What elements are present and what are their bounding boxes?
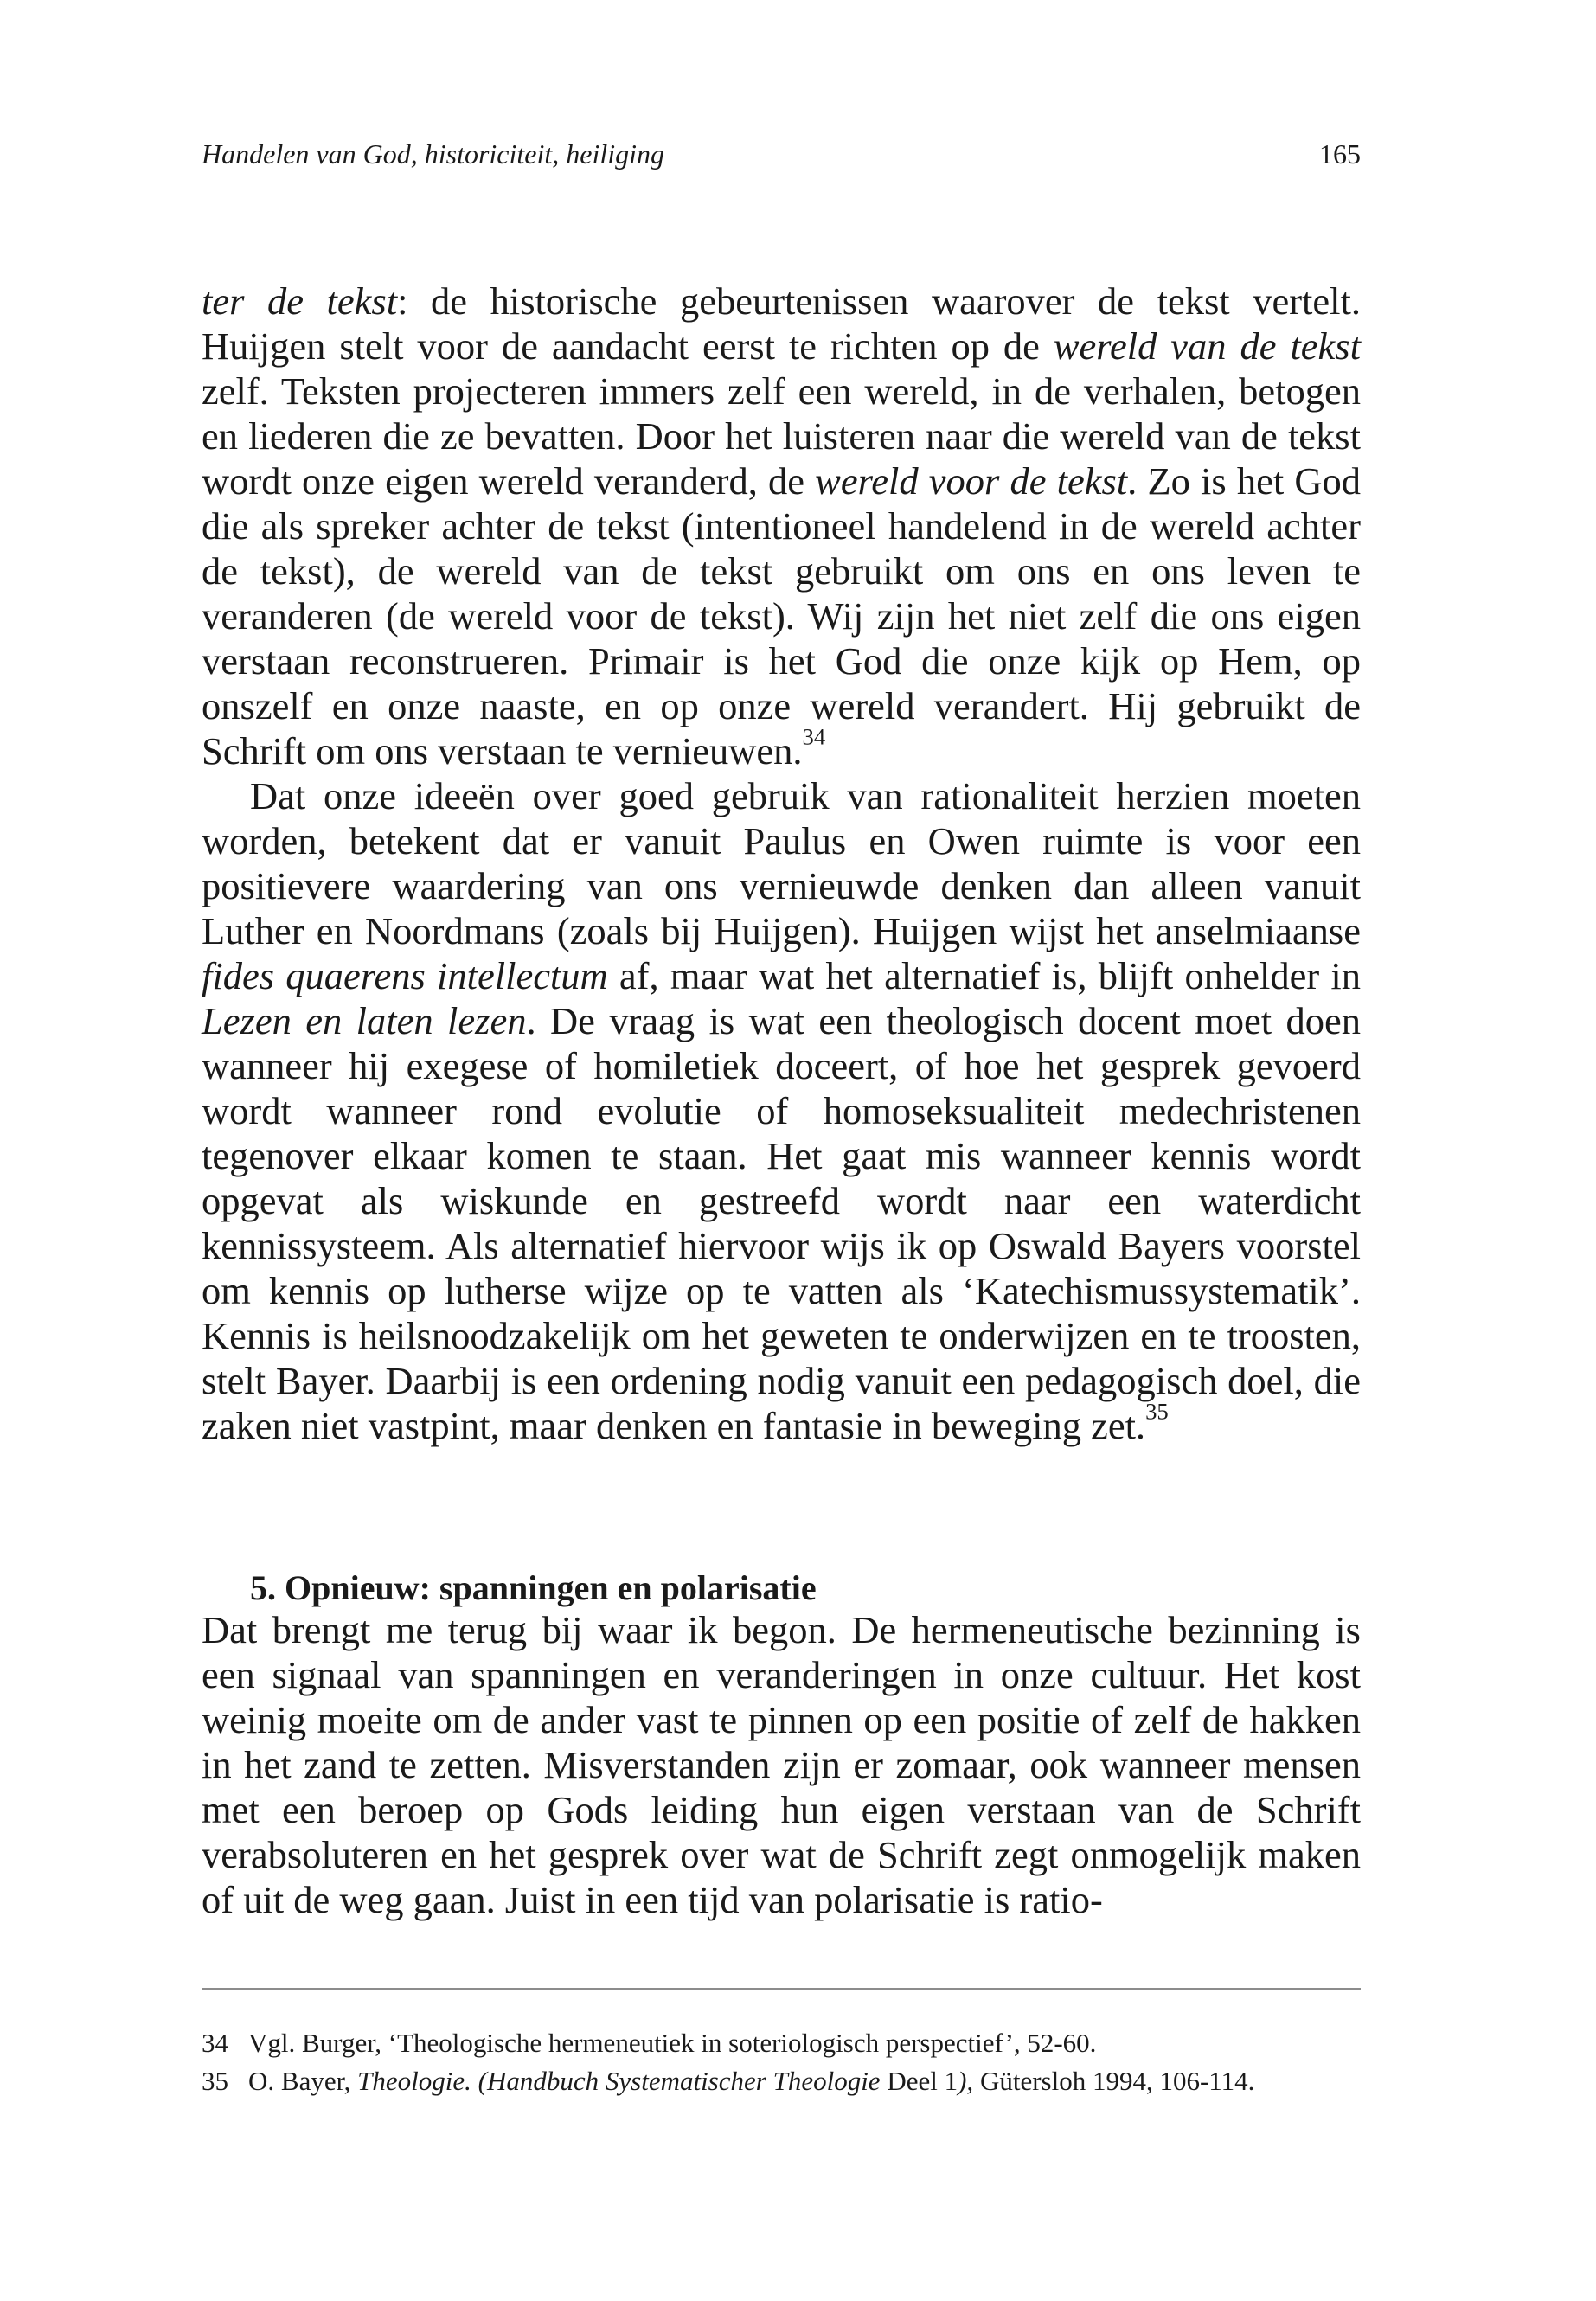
footnote-text: Gütersloh 1994, 106-114. — [973, 2066, 1255, 2096]
footnote-author: O. Bayer, — [248, 2066, 358, 2096]
italic-phrase: ter de tekst — [202, 279, 398, 323]
footnote-35 — [202, 2062, 1361, 2100]
italic-phrase: wereld voor de tekst — [815, 459, 1128, 503]
paragraph-2 — [202, 773, 1361, 1448]
footnote-number: 34 — [202, 2028, 228, 2058]
footnote-text: ), — [958, 2066, 974, 2096]
text-run: . Zo is het God die als spreker achter de tekst (intentioneel handelend in de wereld achter de tekst), de wereld van de tekst gebruikt om ons en ons leven te veranderen (de wereld voor de tekst). Wij zijn het niet zelf die ons eigen verstaan reconstrueren. Primair is het God die onze kijk op Hem, op onszelf en onze naaste, en op onze wereld verandert. Hij gebruikt de Schrift om ons verstaan te vernieuwen. — [202, 459, 1361, 772]
running-head-title: Handelen van God, historiciteit, heiliging — [202, 138, 665, 170]
footnote-34 — [202, 2024, 1361, 2062]
body-text-bottom — [202, 1607, 1361, 1922]
italic-phrase: Lezen en laten lezen — [202, 999, 527, 1042]
italic-phrase: wereld van de tekst — [1053, 324, 1361, 368]
italic-phrase: fides quaerens intellectum — [202, 954, 608, 997]
body-text-top — [202, 279, 1361, 1448]
footnote-title: Theologie. (Handbuch Systematischer Theologie — [357, 2066, 881, 2096]
text-run: . De vraag is wat een theologisch docent moet doen wanneer hij exegese of homiletiek doceert, of hoe het gesprek gevoerd wordt wanneer rond evolutie of homoseksualiteit medechristenen tegenover elkaar komen te staan. Het gaat mis wanneer kennis wordt opgevat als wiskunde en gestreefd wordt naar een waterdicht kennissysteem. Als alternatief hiervoor wijs ik op Oswald Bayers voorstel om kennis op lutherse wijze op te vatten als ‘Katechismussystematik’. Kennis is heilsnoodzakelijk om het geweten te onderwijzen en te troosten, stelt Bayer. Daarbij is een ordening nodig vanuit een pedagogisch doel, die zaken niet vastpint, maar denken en fantasie in beweging zet. — [202, 999, 1361, 1447]
paragraph-3: Dat brengt me terug bij waar ik begon. De hermeneutische bezinning is een signaal van spanningen en veranderingen in onze cultuur. Het kost weinig moeite om de ander vast te pinnen op een positie of zelf de hakken in het zand te zetten. Misverstanden zijn er zomaar, ook wanneer mensen met een beroep op Gods leiding hun eigen verstaan van de Schrift verabsoluteren en het gesprek over wat de Schrift zegt onmogelijk maken of uit de weg gaan. Juist in een tijd van polarisatie is ratio- — [202, 1608, 1361, 1921]
section-heading: 5. Opnieuw: spanningen en polarisatie — [250, 1568, 817, 1607]
footnote-text: Vgl. Burger, ‘Theologische hermeneutiek in soteriologisch perspectief’, 52-60. — [248, 2028, 1097, 2058]
text-run: zelf. Teksten projecteren immers zelf een wereld, in de verhalen, betogen en liederen die ze bevatten. Door het luisteren naar die wereld van de tekst wordt onze eigen wereld veranderd, de — [202, 369, 1361, 503]
footnote-number: 35 — [202, 2066, 228, 2096]
footnote-ref-34[interactable]: 34 — [802, 723, 826, 750]
footnotes — [202, 2024, 1361, 2100]
footnote-text: Deel 1 — [880, 2066, 958, 2096]
footnote-ref-35[interactable]: 35 — [1145, 1398, 1169, 1425]
paragraph-1 — [202, 279, 1361, 773]
footnote-divider — [202, 1988, 1361, 1990]
text-run: : de historische gebeurtenissen waarover de tekst vertelt. Huijgen stelt voor de aandacht eerst te richten op de — [202, 279, 1361, 368]
text-run: Dat onze ideeën over goed gebruik van rationaliteit herzien moeten worden, betekent dat er vanuit Paulus en Owen ruimte is voor een positievere waardering van ons vernieuwde denken dan alleen vanuit Luther en Noordmans (zoals bij Huijgen). Huijgen wijst het anselmiaanse — [202, 774, 1361, 952]
text-run: af, maar wat het alternatief is, blijft onhelder in — [607, 954, 1361, 997]
page-number: 165 — [1319, 138, 1361, 170]
